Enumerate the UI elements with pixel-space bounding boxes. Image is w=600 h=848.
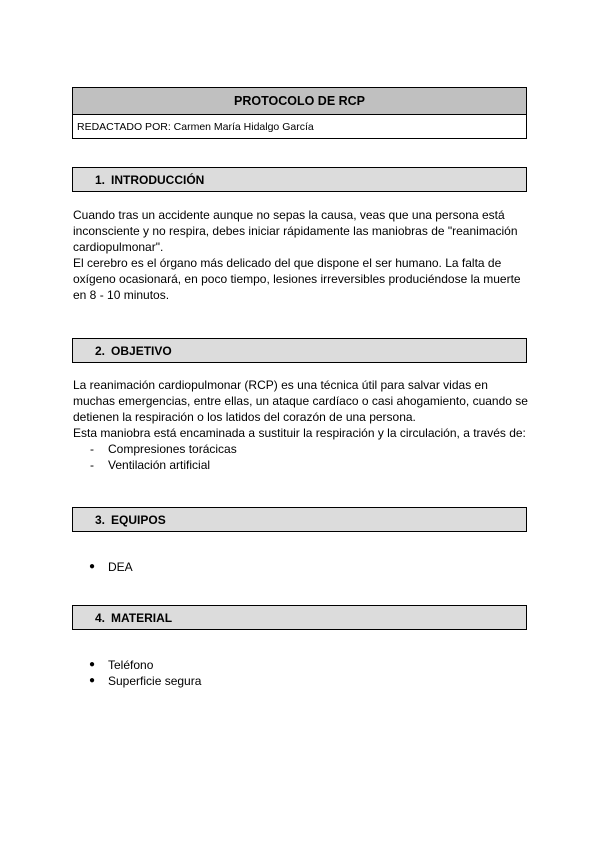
objetivo-list xyxy=(73,441,531,473)
list-item-text: DEA xyxy=(108,560,133,574)
bullet-marker: ● xyxy=(89,675,96,686)
list-item xyxy=(73,657,473,673)
paragraph: El cerebro es el órgano más delicado del que dispone el ser humano. La falta de oxígeno ocasionará, en poco tiempo, lesiones irreversibles produciéndose la muerte en 8 - 10 minutos. xyxy=(73,256,521,302)
list-item xyxy=(73,559,473,575)
list-item-text: Ventilación artificial xyxy=(108,458,211,472)
list-item xyxy=(73,457,531,473)
dash-marker: - xyxy=(90,442,94,456)
list-item-text: Teléfono xyxy=(108,658,154,672)
material-list xyxy=(73,657,473,689)
list-item xyxy=(73,673,473,689)
list-item xyxy=(73,441,531,457)
section-heading: INTRODUCCIÓN xyxy=(111,172,205,187)
section-body-objetivo xyxy=(73,377,531,473)
dash-marker: - xyxy=(90,458,94,472)
equipos-list xyxy=(73,559,473,575)
section-number: 2. xyxy=(95,343,106,358)
section-number: 3. xyxy=(95,512,106,527)
bullet-marker: ● xyxy=(89,561,96,572)
list-item-text: Compresiones torácicas xyxy=(108,442,237,456)
section-header-objetivo xyxy=(72,338,527,363)
list-item-text: Superficie segura xyxy=(108,674,202,688)
paragraph: Esta maniobra está encaminada a sustituir la respiración y la circulación, a través de: xyxy=(73,426,526,440)
section-heading: EQUIPOS xyxy=(111,512,166,527)
author-line: REDACTADO POR: Carmen María Hidalgo García xyxy=(77,121,314,133)
section-heading: MATERIAL xyxy=(111,610,173,625)
section-body-introduccion xyxy=(73,207,531,303)
section-number: 1. xyxy=(95,172,106,187)
section-heading: OBJETIVO xyxy=(111,343,172,358)
document-title-box xyxy=(72,87,527,139)
paragraph: Cuando tras un accidente aunque no sepas la causa, veas que una persona está inconsciente y no respira, debes iniciar rápidamente las maniobras de "reanimación cardiopulmonar". xyxy=(73,208,518,254)
section-header-material xyxy=(72,605,527,630)
section-header-equipos xyxy=(72,507,527,532)
document-title: PROTOCOLO DE RCP xyxy=(73,88,526,115)
bullet-marker: ● xyxy=(89,659,96,670)
section-header-introduccion xyxy=(72,167,527,192)
paragraph: La reanimación cardiopulmonar (RCP) es una técnica útil para salvar vidas en muchas emergencias, entre ellas, un ataque cardíaco o casi ahogamiento, cuando se detienen la respiración o los latidos del corazón de una persona. xyxy=(73,378,528,424)
section-number: 4. xyxy=(95,610,106,625)
